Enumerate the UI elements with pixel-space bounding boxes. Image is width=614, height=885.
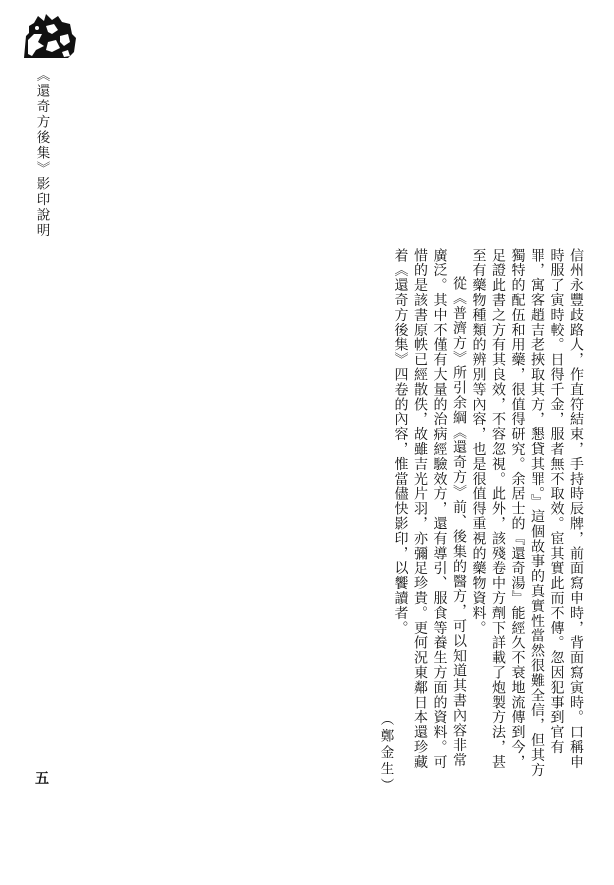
running-head: 《還奇方後集》影印說明 <box>33 68 50 239</box>
body-text <box>392 248 585 778</box>
paragraph-2: 從《普濟方》所引余綱《還奇方》前、後集的醫方，可以知道其書內容非常廣泛。其中不僅有大量的治病經驗效方，還有導引、服食等養生方面的資料。可惜的是該書原帙已經散佚，故雖吉光片羽，亦彌足珍貴。更何況東鄰日本還珍藏着《還奇方後集》四卷的內容，惟當儘快影印，以饗讀者。 <box>392 248 467 770</box>
author-signature: （鄭金生） <box>377 712 394 795</box>
page-number: 五 <box>35 771 49 787</box>
paragraph-1: 信州永豐歧路人，作直符結束，手持時辰牌，前面寫申時，背面寫寅時。口稱申時服了寅時較。日得千金，服者無不取效。宦其實此而不傳。忽因犯事到官有罪，寓客趙吉老挾取其方，懇貸其罪。』這個故事的真實性當然很難全信，但其方獨特的配伍和用藥，很值得研究。余居士的『還奇湯』能經久不衰地流傳到今，足證此書之方有其良效，不容忽視。此外，該殘卷中方劑下詳載了炮製方法，甚至有藥物種類的辨別等內容，也是很值得重視的藥物資料。 <box>470 248 584 778</box>
publisher-emblem-icon <box>22 12 78 60</box>
